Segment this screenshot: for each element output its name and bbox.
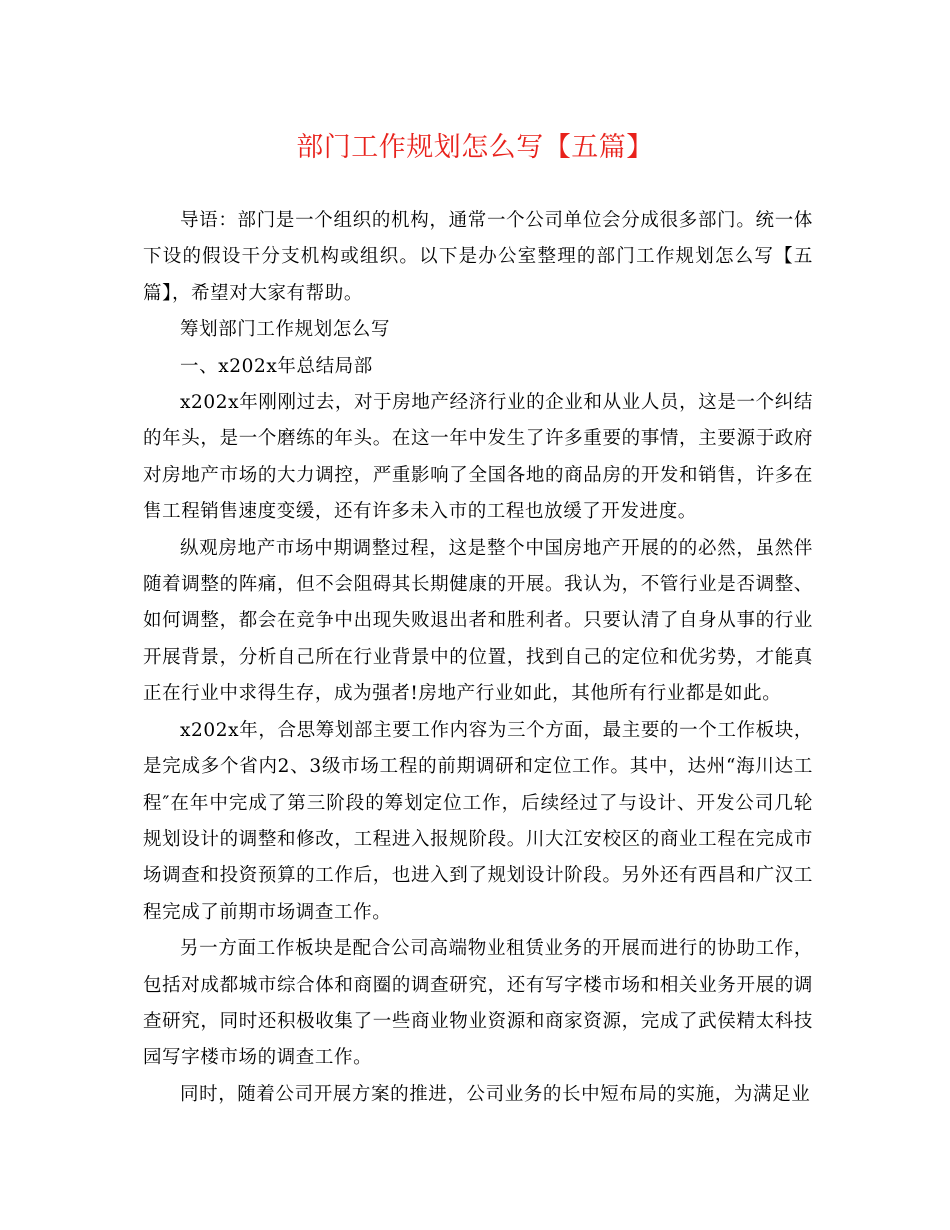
- paragraph: x202x年，合思筹划部主要工作内容为三个方面，最主要的一个工作板块，是完成多个省内2、3级市场工程的前期调研和定位工作。其中，达州“海川达工程″在年中完成了第三阶段的筹划定位工作，后续经过了与设计、开发公司几轮规划设计的调整和修改，工程进入报规阶段。川大江安校区的商业工程在完成市场调查和投资预算的工作后，也进入到了规划设计阶段。另外还有西昌和广汉工程完成了前期市场调查工作。: [143, 719, 813, 923]
- paragraph-intro: 导语：部门是一个组织的机构，通常一个公司单位会分成很多部门。统一体下设的假设干分支机构或组织。以下是办公室整理的部门工作规划怎么写【五篇】，希望对大家有帮助。: [143, 210, 813, 304]
- paragraph: 纵观房地产市场中期调整过程，这是整个中国房地产开展的的必然，虽然伴随着调整的阵痛，但不会阻碍其长期健康的开展。我认为，不管行业是否调整、如何调整，都会在竞争中出现失败退出者和胜利者。只要认清了自身从事的行业开展背景，分析自己所在行业背景中的位置，找到自己的定位和优劣势，才能真正在行业中求得生存，成为强者!房地产行业如此，其他所有行业都是如此。: [143, 537, 813, 705]
- paragraph: x202x年刚刚过去，对于房地产经济行业的企业和从业人员，这是一个纠结的年头，是一个磨练的年头。在这一年中发生了许多重要的事情，主要源于政府对房地产市场的大力调控，严重影响了全国各地的商品房的开发和销售，许多在售工程销售速度变缓，还有许多未入市的工程也放缓了开发进度。: [143, 392, 813, 523]
- document-body: [143, 203, 813, 1113]
- section-heading: 一、x202x年总结局部: [180, 355, 373, 377]
- paragraph: 同时，随着公司开展方案的推进，公司业务的长中短布局的实施，为满足业: [180, 1083, 811, 1105]
- paragraph-subtitle: 筹划部门工作规划怎么写: [180, 319, 391, 341]
- document-title: 部门工作规划怎么写【五篇】: [296, 132, 654, 163]
- paragraph: 另一方面工作板块是配合公司高端物业租赁业务的开展而进行的协助工作，包括对成都城市综合体和商圈的调查研究，还有写字楼市场和相关业务开展的调查研究，同时还积极收集了一些商业物业资源和商家资源，完成了武侯精太科技园写字楼市场的调查工作。: [143, 938, 813, 1069]
